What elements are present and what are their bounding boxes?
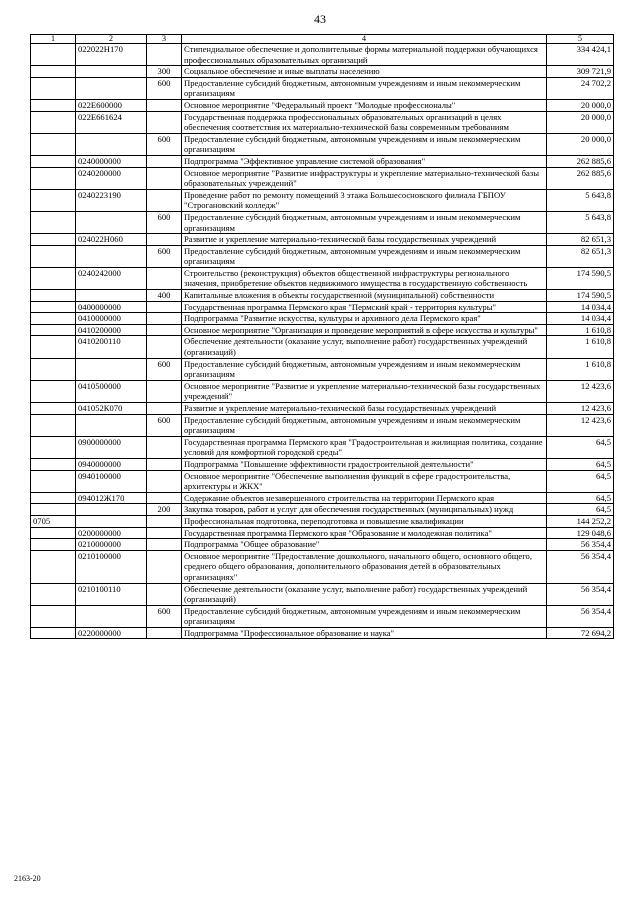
expense-type-cell xyxy=(147,189,182,211)
section-code-cell xyxy=(31,66,76,78)
item-name-cell: Стипендиальное обеспечение и дополнительные формы материальной поддержки обучающихся профессиональных образовательных организаций xyxy=(182,44,547,66)
amount-cell: 64,5 xyxy=(547,492,614,504)
expense-type-cell xyxy=(147,111,182,133)
footer-code: 2163-20 xyxy=(14,874,41,883)
section-code-cell xyxy=(31,492,76,504)
expense-type-cell: 600 xyxy=(147,133,182,155)
section-code-cell xyxy=(31,414,76,436)
expense-type-cell xyxy=(147,583,182,605)
item-name-cell: Государственная программа Пермского края "Пермский край - территория культуры" xyxy=(182,301,547,313)
section-code-cell xyxy=(31,627,76,639)
expense-type-cell xyxy=(147,458,182,470)
section-code-cell xyxy=(31,324,76,336)
table-row xyxy=(31,436,614,458)
item-name-cell: Социальное обеспечение и иные выплаты населению xyxy=(182,66,547,78)
item-name-cell: Основное мероприятие "Обеспечение выполнения функций в сфере градостроительства, архитектуры и ЖКХ" xyxy=(182,470,547,492)
expense-type-cell: 600 xyxy=(147,211,182,233)
table-row xyxy=(31,583,614,605)
expense-type-cell xyxy=(147,627,182,639)
expense-type-cell: 600 xyxy=(147,605,182,627)
item-name-cell: Строительство (реконструкция) объектов общественной инфраструктуры регионального значения, приобретение объектов недвижимого имущества в государственную собственность xyxy=(182,267,547,289)
expense-type-cell: 600 xyxy=(147,77,182,99)
section-code-cell xyxy=(31,436,76,458)
section-code-cell xyxy=(31,605,76,627)
table-row xyxy=(31,189,614,211)
table-row xyxy=(31,245,614,267)
amount-cell: 5 643,8 xyxy=(547,189,614,211)
expense-type-cell: 600 xyxy=(147,245,182,267)
item-name-cell: Предоставление субсидий бюджетным, автономным учреждениям и иным некоммерческим организациям xyxy=(182,605,547,627)
amount-cell: 82 651,3 xyxy=(547,234,614,246)
expense-type-cell xyxy=(147,155,182,167)
section-code-cell xyxy=(31,403,76,415)
amount-cell: 262 885,6 xyxy=(547,167,614,189)
section-code-cell xyxy=(31,504,76,516)
expense-type-cell xyxy=(147,539,182,551)
amount-cell: 1 610,8 xyxy=(547,324,614,336)
target-article-cell: 022Е600000 xyxy=(76,99,147,111)
amount-cell: 64,5 xyxy=(547,470,614,492)
section-code-cell xyxy=(31,336,76,358)
section-code-cell xyxy=(31,290,76,302)
expense-type-cell xyxy=(147,550,182,583)
table-row xyxy=(31,324,614,336)
item-name-cell: Развитие и укрепление материально-технической базы государственных учреждений xyxy=(182,403,547,415)
amount-cell: 82 651,3 xyxy=(547,245,614,267)
item-name-cell: Капитальные вложения в объекты государственной (муниципальной) собственности xyxy=(182,290,547,302)
target-article-cell: 0240200000 xyxy=(76,167,147,189)
target-article-cell: 0200000000 xyxy=(76,527,147,539)
target-article-cell: 022Е661624 xyxy=(76,111,147,133)
target-article-cell xyxy=(76,133,147,155)
target-article-cell: 0210000000 xyxy=(76,539,147,551)
expense-type-cell xyxy=(147,301,182,313)
section-code-cell xyxy=(31,539,76,551)
page-number: 43 xyxy=(314,12,326,26)
amount-cell: 5 643,8 xyxy=(547,211,614,233)
item-name-cell: Государственная программа Пермского края "Образование и молодежная политика" xyxy=(182,527,547,539)
section-code-cell xyxy=(31,470,76,492)
item-name-cell: Государственная программа Пермского края "Градостроительная и жилищная политика, создание условий для комфортной городской среды" xyxy=(182,436,547,458)
expense-type-cell xyxy=(147,527,182,539)
column-header-amount: 5 xyxy=(547,35,614,44)
section-code-cell xyxy=(31,550,76,583)
item-name-cell: Обеспечение деятельности (оказание услуг, выполнение работ) государственных учреждений (организаций) xyxy=(182,583,547,605)
column-header-target-article: 2 xyxy=(76,35,147,44)
column-header-row xyxy=(31,35,614,44)
amount-cell: 64,5 xyxy=(547,436,614,458)
target-article-cell: 0900000000 xyxy=(76,436,147,458)
target-article-cell xyxy=(76,66,147,78)
target-article-cell: 0240242000 xyxy=(76,267,147,289)
item-name-cell: Подпрограмма "Развитие искусства, культуры и архивного дела Пермского края" xyxy=(182,313,547,325)
target-article-cell: 041052К070 xyxy=(76,403,147,415)
section-code-cell xyxy=(31,167,76,189)
expense-type-cell: 400 xyxy=(147,290,182,302)
item-name-cell: Предоставление субсидий бюджетным, автономным учреждениям и иным некоммерческим организациям xyxy=(182,414,547,436)
item-name-cell: Содержание объектов незавершенного строительства на территории Пермского края xyxy=(182,492,547,504)
item-name-cell: Государственная поддержка профессиональных образовательных организаций в целях обеспечения соответствия их материально-технической базы современным требованиям xyxy=(182,111,547,133)
amount-cell: 56 354,4 xyxy=(547,605,614,627)
table-row xyxy=(31,99,614,111)
column-header-section: 1 xyxy=(31,35,76,44)
table-row xyxy=(31,492,614,504)
item-name-cell: Основное мероприятие "Организация и проведение мероприятий в сфере искусства и культуры" xyxy=(182,324,547,336)
target-article-cell: 0940100000 xyxy=(76,470,147,492)
target-article-cell xyxy=(76,77,147,99)
section-code-cell xyxy=(31,245,76,267)
amount-cell: 64,5 xyxy=(547,458,614,470)
table-row xyxy=(31,155,614,167)
table-body xyxy=(31,44,614,639)
expense-type-cell xyxy=(147,336,182,358)
amount-cell: 309 721,9 xyxy=(547,66,614,78)
table-row xyxy=(31,290,614,302)
amount-cell: 262 885,6 xyxy=(547,155,614,167)
amount-cell: 64,5 xyxy=(547,504,614,516)
amount-cell: 14 034,4 xyxy=(547,301,614,313)
section-code-cell xyxy=(31,44,76,66)
target-article-cell xyxy=(76,211,147,233)
section-code-cell xyxy=(31,99,76,111)
table-row xyxy=(31,313,614,325)
table-row xyxy=(31,458,614,470)
amount-cell: 20 000,0 xyxy=(547,111,614,133)
expense-type-cell xyxy=(147,515,182,527)
section-code-cell: 0705 xyxy=(31,515,76,527)
amount-cell: 1 610,8 xyxy=(547,336,614,358)
table-row xyxy=(31,301,614,313)
table-row xyxy=(31,380,614,402)
amount-cell: 24 702,2 xyxy=(547,77,614,99)
section-code-cell xyxy=(31,527,76,539)
amount-cell: 56 354,4 xyxy=(547,550,614,583)
target-article-cell: 0220000000 xyxy=(76,627,147,639)
amount-cell: 20 000,0 xyxy=(547,99,614,111)
amount-cell: 1 610,8 xyxy=(547,358,614,380)
section-code-cell xyxy=(31,380,76,402)
table-row xyxy=(31,470,614,492)
target-article-cell xyxy=(76,504,147,516)
target-article-cell: 0240000000 xyxy=(76,155,147,167)
item-name-cell: Проведение работ по ремонту помещений 3 этажа Большесосновского филиала ГБПОУ "Строгановский колледж" xyxy=(182,189,547,211)
expense-type-cell xyxy=(147,324,182,336)
expense-type-cell xyxy=(147,436,182,458)
table-row xyxy=(31,267,614,289)
table-row xyxy=(31,527,614,539)
amount-cell: 14 034,4 xyxy=(547,313,614,325)
target-article-cell: 0940000000 xyxy=(76,458,147,470)
expense-type-cell: 300 xyxy=(147,66,182,78)
expense-type-cell xyxy=(147,313,182,325)
expense-type-cell xyxy=(147,380,182,402)
item-name-cell: Предоставление субсидий бюджетным, автономным учреждениям и иным некоммерческим организациям xyxy=(182,211,547,233)
table-row xyxy=(31,44,614,66)
item-name-cell: Подпрограмма "Общее образование" xyxy=(182,539,547,551)
column-header-name: 4 xyxy=(182,35,547,44)
expense-type-cell xyxy=(147,99,182,111)
section-code-cell xyxy=(31,77,76,99)
target-article-cell xyxy=(76,605,147,627)
table-row xyxy=(31,358,614,380)
target-article-cell xyxy=(76,290,147,302)
target-article-cell: 0410500000 xyxy=(76,380,147,402)
item-name-cell: Предоставление субсидий бюджетным, автономным учреждениям и иным некоммерческим организациям xyxy=(182,133,547,155)
item-name-cell: Подпрограмма "Профессиональное образование и наука" xyxy=(182,627,547,639)
expense-type-cell xyxy=(147,470,182,492)
target-article-cell: 0210100000 xyxy=(76,550,147,583)
table-row xyxy=(31,66,614,78)
item-name-cell: Подпрограмма "Повышение эффективности градостроительной деятельности" xyxy=(182,458,547,470)
table-row xyxy=(31,414,614,436)
section-code-cell xyxy=(31,301,76,313)
section-code-cell xyxy=(31,458,76,470)
amount-cell: 144 252,2 xyxy=(547,515,614,527)
table-row xyxy=(31,550,614,583)
table-row xyxy=(31,627,614,639)
item-name-cell: Основное мероприятие "Федеральный проект "Молодые профессионалы" xyxy=(182,99,547,111)
amount-cell: 12 423,6 xyxy=(547,403,614,415)
target-article-cell: 0210100110 xyxy=(76,583,147,605)
expense-type-cell: 200 xyxy=(147,504,182,516)
section-code-cell xyxy=(31,211,76,233)
target-article-cell: 024022Н060 xyxy=(76,234,147,246)
item-name-cell: Основное мероприятие "Предоставление дошкольного, начального общего, основного общего, среднего общего образования, дополнительного образования детей в образовательных организациях" xyxy=(182,550,547,583)
table-row xyxy=(31,504,614,516)
table-row xyxy=(31,605,614,627)
table-row xyxy=(31,211,614,233)
amount-cell: 20 000,0 xyxy=(547,133,614,155)
expense-type-cell xyxy=(147,267,182,289)
section-code-cell xyxy=(31,358,76,380)
item-name-cell: Развитие и укрепление материально-технической базы государственных учреждений xyxy=(182,234,547,246)
amount-cell: 72 694,2 xyxy=(547,627,614,639)
amount-cell: 174 590,5 xyxy=(547,290,614,302)
target-article-cell xyxy=(76,245,147,267)
table-row xyxy=(31,111,614,133)
expense-type-cell xyxy=(147,167,182,189)
section-code-cell xyxy=(31,111,76,133)
item-name-cell: Обеспечение деятельности (оказание услуг, выполнение работ) государственных учреждений (организаций) xyxy=(182,336,547,358)
table-row xyxy=(31,515,614,527)
amount-cell: 334 424,1 xyxy=(547,44,614,66)
amount-cell: 174 590,5 xyxy=(547,267,614,289)
target-article-cell xyxy=(76,515,147,527)
section-code-cell xyxy=(31,583,76,605)
expense-type-cell xyxy=(147,403,182,415)
amount-cell: 56 354,4 xyxy=(547,583,614,605)
table-row xyxy=(31,539,614,551)
target-article-cell xyxy=(76,414,147,436)
table-row xyxy=(31,77,614,99)
target-article-cell: 0410200000 xyxy=(76,324,147,336)
section-code-cell xyxy=(31,189,76,211)
table-row xyxy=(31,167,614,189)
target-article-cell xyxy=(76,358,147,380)
section-code-cell xyxy=(31,133,76,155)
amount-cell: 12 423,6 xyxy=(547,414,614,436)
target-article-cell: 0240223190 xyxy=(76,189,147,211)
table-row xyxy=(31,403,614,415)
expense-type-cell: 600 xyxy=(147,358,182,380)
column-header-expense-type: 3 xyxy=(147,35,182,44)
target-article-cell: 0400000000 xyxy=(76,301,147,313)
item-name-cell: Закупка товаров, работ и услуг для обеспечения государственных (муниципальных) нужд xyxy=(182,504,547,516)
item-name-cell: Подпрограмма "Эффективное управление системой образования" xyxy=(182,155,547,167)
item-name-cell: Предоставление субсидий бюджетным, автономным учреждениям и иным некоммерческим организациям xyxy=(182,358,547,380)
table-row xyxy=(31,336,614,358)
section-code-cell xyxy=(31,313,76,325)
item-name-cell: Профессиональная подготовка, переподготовка и повышение квалификации xyxy=(182,515,547,527)
target-article-cell: 0410000000 xyxy=(76,313,147,325)
amount-cell: 56 354,4 xyxy=(547,539,614,551)
table-row xyxy=(31,133,614,155)
table-row xyxy=(31,234,614,246)
expense-type-cell xyxy=(147,44,182,66)
item-name-cell: Основное мероприятие "Развитие и укрепление материально-технической базы государственных учреждений" xyxy=(182,380,547,402)
item-name-cell: Предоставление субсидий бюджетным, автономным учреждениям и иным некоммерческим организациям xyxy=(182,245,547,267)
target-article-cell: 022022Н170 xyxy=(76,44,147,66)
section-code-cell xyxy=(31,234,76,246)
item-name-cell: Основное мероприятие "Развитие инфраструктуры и укрепление материально-технической базы образовательных учреждений" xyxy=(182,167,547,189)
expense-type-cell xyxy=(147,492,182,504)
expense-type-cell: 600 xyxy=(147,414,182,436)
section-code-cell xyxy=(31,155,76,167)
target-article-cell: 0410200110 xyxy=(76,336,147,358)
item-name-cell: Предоставление субсидий бюджетным, автономным учреждениям и иным некоммерческим организациям xyxy=(182,77,547,99)
section-code-cell xyxy=(31,267,76,289)
budget-table xyxy=(30,34,614,639)
amount-cell: 129 048,6 xyxy=(547,527,614,539)
target-article-cell: 094012Ж170 xyxy=(76,492,147,504)
expense-type-cell xyxy=(147,234,182,246)
amount-cell: 12 423,6 xyxy=(547,380,614,402)
